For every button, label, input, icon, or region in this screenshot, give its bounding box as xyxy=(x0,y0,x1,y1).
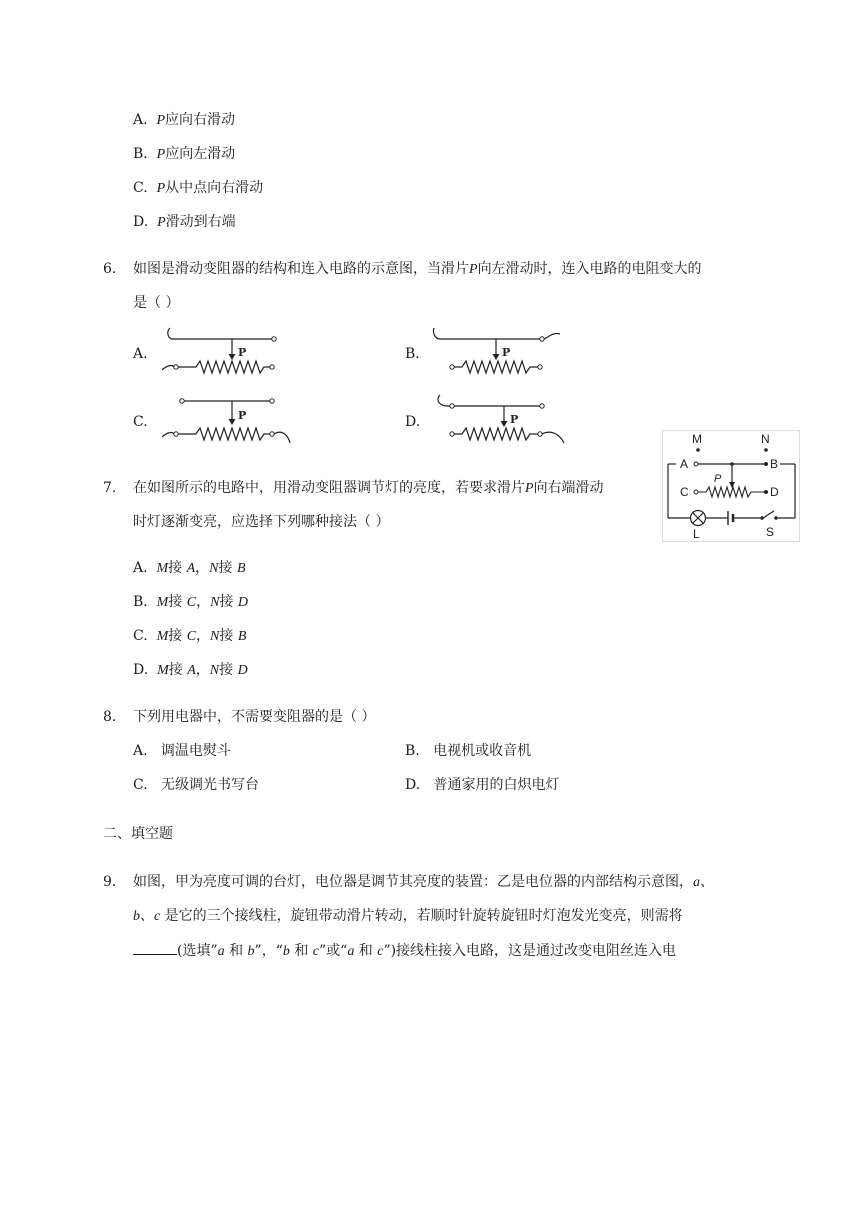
section-title: 二、填空题 xyxy=(103,826,173,842)
option-text: 调温电熨斗 xyxy=(160,743,231,759)
q6-stem-line1 xyxy=(133,259,702,280)
var-m: M xyxy=(156,629,169,644)
var-b: b xyxy=(282,944,290,959)
var-m: M xyxy=(156,561,169,576)
stem-text: (选填” xyxy=(177,943,218,959)
q8-option-b xyxy=(405,741,531,761)
stem-text: 向左滑动时，连入电路的电阻变大的 xyxy=(477,261,702,277)
var-n: N xyxy=(210,595,220,610)
option-text: 普通家用的白炽电灯 xyxy=(433,777,560,793)
var-b: b xyxy=(133,909,140,924)
option-letter: C. xyxy=(133,777,148,793)
option-text: 电视机或收音机 xyxy=(433,743,532,759)
q7-option-a xyxy=(133,558,246,579)
var-c: c xyxy=(377,944,384,959)
q8-option-c xyxy=(133,775,259,795)
q7-stem-line1 xyxy=(133,478,604,499)
terminal-d-label: D xyxy=(770,485,779,499)
var-a: a xyxy=(217,944,225,959)
stem-text: 和 xyxy=(358,943,373,959)
stem-text: ”，“ xyxy=(254,943,283,959)
variable-p: P xyxy=(156,147,166,162)
q9-line2 xyxy=(133,906,683,927)
q6-option-b-letter: B. xyxy=(405,346,420,362)
option-text: 接 xyxy=(219,662,234,678)
option-letter: B. xyxy=(405,743,420,759)
var-b: b xyxy=(247,944,255,959)
q5-option-d xyxy=(133,212,236,233)
var-m: M xyxy=(157,663,169,678)
var-terminal: B xyxy=(236,561,246,576)
terminal-m-label: M xyxy=(692,432,702,446)
option-text: 应向左滑动 xyxy=(165,146,236,162)
q8-stem: 下列用电器中，不需要变阻器的是（ ） xyxy=(133,709,376,725)
option-text: 接 xyxy=(218,560,233,576)
q6-number: 6. xyxy=(103,261,117,277)
option-text: 应向右滑动 xyxy=(165,112,236,128)
option-sep: ， xyxy=(195,662,210,678)
var-terminal: A xyxy=(187,663,196,678)
rheostat-figure-c xyxy=(162,393,302,447)
stem-text: 是它的三个接线柱，旋钮带动滑片转动，若顺时针旋转旋钮时灯泡发光变亮，则需将 xyxy=(164,908,683,924)
option-sep: ， xyxy=(196,628,211,644)
var-c: c xyxy=(154,909,161,924)
q5-option-b xyxy=(133,144,235,165)
q9-line1 xyxy=(133,872,714,893)
option-text: 接 xyxy=(168,560,183,576)
variable-p: P xyxy=(156,181,166,196)
answer-blank[interactable] xyxy=(133,940,177,955)
var-n: N xyxy=(209,561,219,576)
option-letter: B. xyxy=(133,146,148,162)
switch-s-label: S xyxy=(766,525,775,539)
stem-text: 和 xyxy=(229,943,244,959)
option-sep: ， xyxy=(195,560,210,576)
stem-text: ”)接线柱接入电路，这是通过改变电阻丝连入电 xyxy=(383,943,677,959)
var-n: N xyxy=(210,629,220,644)
slider-p-label: P xyxy=(510,413,519,426)
stem-text: 如图，甲为亮度可调的台灯，电位器是调节其亮度的装置：乙是电位器的内部结构示意图， xyxy=(133,874,693,890)
stem-text: ”或“ xyxy=(318,943,348,959)
option-letter: D. xyxy=(133,214,149,230)
option-letter: D. xyxy=(405,777,421,793)
option-text: 无级调光书写台 xyxy=(161,777,260,793)
var-terminal: B xyxy=(237,629,247,644)
slider-p-label: P xyxy=(238,409,247,422)
slider-p-label: P xyxy=(714,473,722,485)
option-text: 接 xyxy=(168,594,183,610)
q8-number: 8. xyxy=(103,709,117,725)
q8-option-d xyxy=(405,775,560,795)
q7-option-b xyxy=(133,592,248,613)
q6-option-a-letter: A. xyxy=(133,346,148,362)
option-text: 从中点向右滑动 xyxy=(165,180,264,196)
terminal-a-label: A xyxy=(680,457,689,471)
var-a: a xyxy=(693,875,700,890)
q7-stem-line2: 时灯逐渐变亮，应选择下列哪种接法（ ） xyxy=(133,514,390,530)
var-terminal: A xyxy=(186,561,196,576)
q5-option-a xyxy=(133,110,235,131)
terminal-n-label: N xyxy=(761,432,770,446)
slider-p-label: P xyxy=(502,346,511,359)
stem-text: 如图是滑动变阻器的结构和连入电路的示意图，当滑片 xyxy=(133,261,469,277)
var-n: N xyxy=(209,663,220,678)
rheostat-figure-b xyxy=(432,326,562,380)
var-terminal: D xyxy=(237,663,248,678)
option-letter: B. xyxy=(133,594,148,610)
stem-text: 、 xyxy=(700,874,714,890)
option-text: 接 xyxy=(168,662,183,678)
variable-p: P xyxy=(469,262,478,277)
var-terminal: C xyxy=(186,595,197,610)
q6-stem-line2: 是（ ） xyxy=(133,295,180,311)
option-letter: D. xyxy=(133,662,149,678)
terminal-c-label: C xyxy=(680,485,689,499)
option-text: 接 xyxy=(219,594,234,610)
q9-number: 9. xyxy=(103,874,117,890)
rheostat-figure-a xyxy=(162,326,282,380)
q6-option-d-letter: D. xyxy=(405,414,421,430)
lamp-l-label: L xyxy=(693,527,700,541)
option-letter: A. xyxy=(133,560,148,576)
var-terminal: C xyxy=(186,629,197,644)
stem-text: 向右端滑动 xyxy=(533,480,604,496)
option-text: 接 xyxy=(219,628,234,644)
q5-option-c xyxy=(133,178,263,199)
option-sep: ， xyxy=(196,594,211,610)
variable-p: P xyxy=(525,481,534,496)
q7-number: 7. xyxy=(103,480,117,496)
slider-p-label: P xyxy=(238,346,247,359)
var-m: M xyxy=(156,595,169,610)
stem-text: 和 xyxy=(294,943,309,959)
option-letter: C. xyxy=(133,180,148,196)
q7-option-c xyxy=(133,626,246,647)
option-text: 滑动到右端 xyxy=(165,214,236,230)
var-c: c xyxy=(312,944,319,959)
q6-option-c-letter: C. xyxy=(133,414,148,430)
terminal-b-label: B xyxy=(770,457,779,471)
stem-text: 在如图所示的电路中，用滑动变阻器调节灯的亮度，若要求滑片 xyxy=(133,480,525,496)
option-letter: C. xyxy=(133,628,148,644)
q7-option-d xyxy=(133,660,248,681)
q7-circuit-diagram xyxy=(662,430,800,542)
var-terminal: D xyxy=(237,595,249,610)
option-letter: A. xyxy=(133,743,148,759)
option-text: 接 xyxy=(168,628,183,644)
variable-p: P xyxy=(156,113,166,128)
rheostat-figure-d xyxy=(432,393,572,447)
var-a: a xyxy=(347,944,355,959)
option-letter: A. xyxy=(133,112,148,128)
q9-line3 xyxy=(133,940,676,962)
stem-text: 、 xyxy=(140,908,154,924)
q8-option-a xyxy=(133,741,231,761)
variable-p: P xyxy=(157,215,166,230)
